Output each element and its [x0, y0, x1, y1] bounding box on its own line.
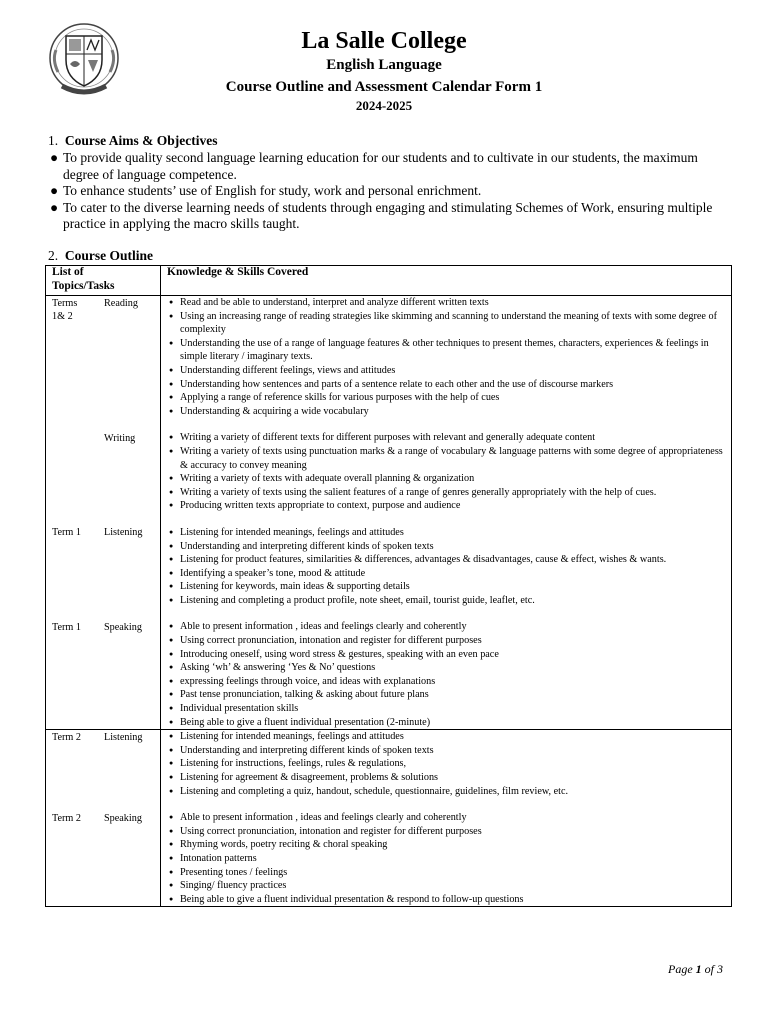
skill-point: ● Using correct pronunciation, intonation and register for different purposes: [169, 825, 731, 839]
term-label: Terms 1& 2: [52, 297, 78, 323]
academic-year: 2024-2025: [355, 98, 413, 113]
skill-point: ● Singing/ fluency practices: [169, 879, 731, 893]
skill-point: ● Listening and completing a quiz, handout, schedule, questionnaire, guidelines, film review, etc.: [169, 785, 731, 799]
skill-point: ● Writing a variety of texts with adequate overall planning & organization: [169, 472, 731, 486]
skill-point: ● Understanding & acquiring a wide vocabulary: [169, 405, 731, 419]
skill-label: Listening: [104, 731, 143, 743]
aims-list: [50, 150, 730, 233]
skill-point: ● Understanding and interpreting different kinds of spoken texts: [169, 744, 731, 758]
section-1-title: Course Aims & Objectives: [64, 133, 218, 148]
skill-point: ● Writing a variety of different texts for different purposes with relevant and generally adequate content: [169, 431, 731, 445]
skill-point: ● expressing feelings through voice, and ideas with explanations: [169, 675, 731, 689]
term-label: Term 1: [52, 621, 81, 633]
skill-points-list: [169, 730, 731, 798]
topics-cell: [46, 296, 161, 730]
aims-item-text: To cater to the diverse learning needs of students through engaging and stimulating Schemes of Work, ensuring multiple practice in applying the macro skills taught.: [63, 199, 713, 231]
section-2-heading: [48, 248, 153, 264]
skill-label: Speaking: [104, 812, 142, 824]
section-1-heading: [48, 133, 217, 149]
table-header-row: [46, 266, 732, 296]
skill-label: Speaking: [104, 621, 142, 633]
skill-point: ● Able to present information , ideas and feelings clearly and coherently: [169, 811, 731, 825]
aims-item: ● To provide quality second language learning education for our students and to cultivate in our students, the maximum degree of language competence.: [50, 150, 698, 182]
skill-points-list: [169, 296, 731, 418]
topics-cell: [46, 730, 161, 907]
skill-label: Listening: [104, 527, 143, 539]
skill-points-list: [169, 811, 731, 906]
skill-point: ● Listening for keywords, main ideas & supporting details: [169, 580, 731, 594]
skill-point: ● Able to present information , ideas and feelings clearly and coherently: [169, 620, 731, 634]
section-1-number: 1.: [48, 133, 59, 148]
subject-title: English Language: [326, 57, 442, 73]
skill-point: ● Listening for instructions, feelings, rules & regulations,: [169, 757, 731, 771]
skill-point: ● Writing a variety of texts using the salient features of a range of genres generally appropriately with the help of cues.: [169, 486, 731, 500]
term-label: Term 2: [52, 731, 81, 743]
skill-point: ● Being able to give a fluent individual presentation & respond to follow-up questions: [169, 893, 731, 907]
skill-point: ● Understanding the use of a range of language features & other techniques to present themes, characters, experiences & feelings in simple literary / imaginary texts.: [169, 337, 731, 364]
skill-point: ● Using correct pronunciation, intonation and register for different purposes: [169, 634, 731, 648]
skill-points-list: [169, 526, 731, 608]
skills-cell: [161, 296, 732, 730]
header-topics: List of Topics/Tasks: [46, 266, 161, 296]
skill-point: ● Writing a variety of texts using punctuation marks & a range of vocabulary & language patterns with some degree of appropriateness & accuracy to convey meaning: [169, 445, 731, 472]
skill-point: ● Understanding different feelings, views and attitudes: [169, 364, 731, 378]
skill-point: ● Past tense pronunciation, talking & asking about future plans: [169, 688, 731, 702]
section-2-number: 2.: [48, 248, 59, 263]
skill-point: ● Listening for product features, similarities & differences, advantages & disadvantages, cause & effect, wishes & wants.: [169, 553, 731, 567]
skill-points-list: [169, 431, 731, 513]
skill-point: ● Applying a range of reference skills for various purposes with the help of cues: [169, 391, 731, 405]
skill-point: ● Identifying a speaker’s tone, mood & attitude: [169, 567, 731, 581]
skill-label: Writing: [104, 432, 136, 444]
skills-cell: [161, 730, 732, 907]
table-row: [46, 296, 732, 730]
course-outline-table: [45, 265, 732, 907]
table-row: [46, 730, 732, 907]
skill-points-list: [169, 620, 731, 729]
term-label: Term 2: [52, 812, 81, 824]
skill-point: ● Individual presentation skills: [169, 702, 731, 716]
skill-point: ● Presenting tones / feelings: [169, 866, 731, 880]
skill-point: ● Rhyming words, poetry reciting & choral speaking: [169, 838, 731, 852]
page-number: Page 1 of 3: [668, 962, 723, 976]
document-title: Course Outline and Assessment Calendar Form 1: [225, 79, 543, 95]
header-knowledge-skills: Knowledge & Skills Covered: [161, 266, 732, 296]
skill-point: ● Listening for intended meanings, feelings and attitudes: [169, 730, 731, 744]
skill-point: ● Using an increasing range of reading strategies like skimming and scanning to understand the meaning of texts with some degree of complexity: [169, 310, 731, 337]
skill-point: ● Being able to give a fluent individual presentation (2-minute): [169, 716, 731, 730]
skill-point: ● Listening and completing a product profile, note sheet, email, tourist guide, leaflet, etc.: [169, 594, 731, 608]
skill-point: ● Read and be able to understand, interpret and analyze different written texts: [169, 296, 731, 310]
skill-point: ● Introducing oneself, using word stress & gestures, speaking with an even pace: [169, 648, 731, 662]
skill-point: ● Producing written texts appropriate to context, purpose and audience: [169, 499, 731, 513]
skill-point: ● Understanding how sentences and parts of a sentence relate to each other and the use of discourse markers: [169, 378, 731, 392]
term-label: Term 1: [52, 527, 81, 539]
skill-point: ● Asking ‘wh’ & answering ‘Yes & No’ questions: [169, 661, 731, 675]
section-2-title: Course Outline: [64, 248, 154, 263]
skill-point: ● Understanding and interpreting different kinds of spoken texts: [169, 540, 731, 554]
skill-point: ● Intonation patterns: [169, 852, 731, 866]
aims-item: ● To enhance students’ use of English for study, work and personal enrichment.: [50, 183, 482, 198]
skill-point: ● Listening for agreement & disagreement, problems & solutions: [169, 771, 731, 785]
aims-item-text: To enhance students’ use of English for study, work and personal enrichment.: [63, 183, 482, 198]
skill-point: ● Listening for intended meanings, feelings and attitudes: [169, 526, 731, 540]
school-name: La Salle College: [301, 28, 467, 54]
skill-label: Reading: [104, 297, 138, 309]
aims-item: ● To cater to the diverse learning needs of students through engaging and stimulating Schemes of Work, ensuring multiple practice in applying the macro skills taught.: [50, 199, 713, 231]
aims-item-text: To provide quality second language learning education for our students and to cultivate in our students, the maximum degree of language competence.: [63, 150, 698, 182]
